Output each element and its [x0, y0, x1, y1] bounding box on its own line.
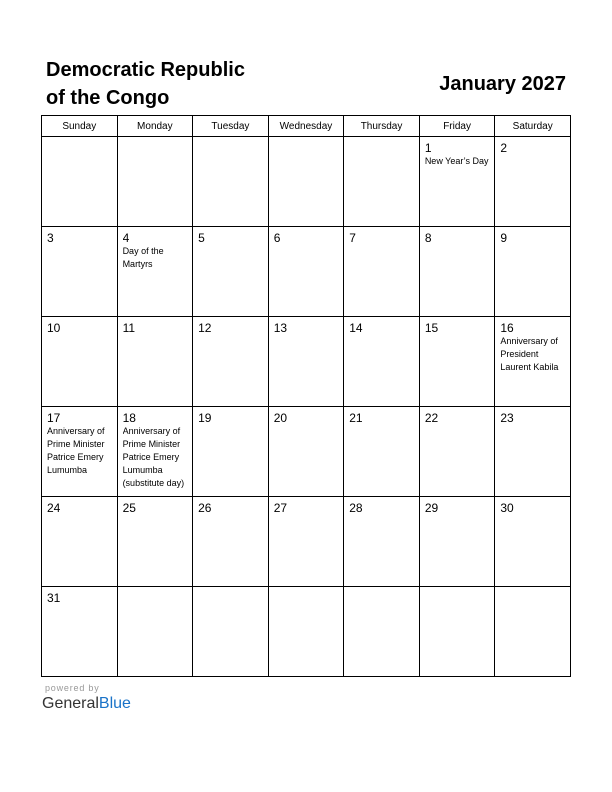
day-cell	[193, 497, 269, 587]
day-cell-content	[425, 141, 492, 226]
day-cell-content	[47, 591, 114, 676]
day-cell-content	[47, 501, 114, 586]
weekday-wednesday: Wednesday	[268, 116, 344, 137]
week-row	[42, 587, 571, 677]
day-cell-content	[198, 411, 265, 496]
day-cell-content	[349, 231, 416, 316]
weekday-thursday: Thursday	[344, 116, 420, 137]
day-cell-content	[47, 321, 114, 406]
day-cell-content	[500, 231, 567, 316]
day-cell-content	[274, 591, 341, 676]
day-cell	[117, 497, 193, 587]
day-number: 26	[198, 501, 212, 515]
day-number: 10	[47, 321, 61, 335]
day-cell-content	[425, 411, 492, 496]
day-cell	[344, 227, 420, 317]
day-cell	[495, 227, 571, 317]
day-cell-content	[123, 411, 190, 496]
day-cell-content	[123, 501, 190, 586]
empty-day-cell	[117, 587, 193, 677]
day-number: 29	[424, 501, 439, 515]
day-number: 11	[122, 321, 136, 335]
day-cell	[268, 407, 344, 497]
day-cell	[268, 227, 344, 317]
day-cell-content	[123, 141, 190, 226]
holiday-label: Anniversary of Prime Minister Patrice Emery Lumumba (substitute day)	[122, 426, 185, 488]
day-number: 2	[500, 141, 508, 155]
day-cell-content	[425, 501, 492, 586]
day-cell-content	[198, 321, 265, 406]
weekday-friday: Friday	[419, 116, 495, 137]
holiday-label: Anniversary of Prime Minister Patrice Emery Lumumba	[47, 426, 105, 475]
day-cell-content	[500, 591, 567, 676]
weekday-tuesday: Tuesday	[193, 116, 269, 137]
week-row	[42, 137, 571, 227]
empty-day-cell	[268, 587, 344, 677]
day-number: 21	[349, 411, 363, 425]
day-number: 1	[424, 141, 432, 155]
generalblue-logo[interactable]	[42, 694, 131, 714]
day-cell-content	[349, 411, 416, 496]
day-cell-content	[274, 501, 341, 586]
day-cell-content	[274, 321, 341, 406]
empty-day-cell	[193, 137, 269, 227]
day-number: 14	[349, 321, 363, 335]
day-cell	[42, 587, 118, 677]
empty-day-cell	[419, 587, 495, 677]
day-cell	[193, 317, 269, 407]
day-number: 25	[122, 501, 136, 515]
day-cell-content	[349, 141, 416, 226]
calendar-grid	[41, 115, 571, 677]
holiday-label: Day of the Martyrs	[122, 246, 164, 269]
day-cell-content	[349, 321, 416, 406]
day-cell	[344, 497, 420, 587]
day-cell-content	[274, 141, 341, 226]
day-number: 19	[198, 411, 212, 425]
day-cell-content	[500, 141, 567, 226]
day-cell-content	[198, 501, 265, 586]
day-number: 17	[47, 411, 61, 425]
day-number: 4	[122, 231, 130, 245]
day-cell	[344, 317, 420, 407]
holiday-label: New Year’s Day	[424, 156, 489, 166]
holiday-label: Anniversary of President Laurent Kabila	[500, 336, 559, 372]
day-cell-content	[349, 591, 416, 676]
weekday-saturday: Saturday	[495, 116, 571, 137]
day-cell	[193, 407, 269, 497]
day-cell	[193, 227, 269, 317]
day-cell-content	[123, 321, 190, 406]
day-cell-content	[198, 591, 265, 676]
empty-day-cell	[117, 137, 193, 227]
day-cell	[419, 407, 495, 497]
day-number: 13	[273, 321, 288, 335]
empty-day-cell	[344, 587, 420, 677]
day-number: 6	[273, 231, 281, 245]
weekday-monday: Monday	[117, 116, 193, 137]
day-cell	[268, 317, 344, 407]
day-cell-content	[47, 141, 114, 226]
week-row	[42, 497, 571, 587]
day-cell-content	[500, 321, 567, 406]
day-cell	[495, 497, 571, 587]
day-cell-content	[500, 411, 567, 496]
day-cell	[42, 497, 118, 587]
day-cell-content	[274, 411, 341, 496]
day-cell-content	[425, 591, 492, 676]
empty-day-cell	[344, 137, 420, 227]
day-number: 15	[424, 321, 439, 335]
day-number: 22	[424, 411, 439, 425]
day-cell	[495, 137, 571, 227]
day-cell-content	[198, 231, 265, 316]
country-title-line1: Democratic Republic	[46, 59, 245, 81]
weekday-sunday: Sunday	[42, 116, 118, 137]
day-cell	[495, 407, 571, 497]
week-row	[42, 317, 571, 407]
day-cell-content	[123, 231, 190, 316]
day-cell	[419, 227, 495, 317]
day-cell-content	[349, 501, 416, 586]
empty-day-cell	[495, 587, 571, 677]
day-cell	[495, 317, 571, 407]
day-number: 28	[349, 501, 363, 515]
day-cell	[42, 317, 118, 407]
day-number: 8	[424, 231, 432, 245]
day-cell-content	[47, 231, 114, 316]
day-cell	[344, 407, 420, 497]
day-number: 23	[500, 411, 514, 425]
day-cell-content	[47, 411, 114, 496]
country-title	[46, 56, 306, 112]
day-cell-content	[123, 591, 190, 676]
day-number: 27	[273, 501, 288, 515]
day-number: 18	[122, 411, 136, 425]
day-cell	[419, 497, 495, 587]
day-number: 9	[500, 231, 508, 245]
day-number: 7	[349, 231, 356, 245]
country-title-line2: of the Congo	[46, 87, 170, 109]
day-cell	[268, 497, 344, 587]
day-cell	[117, 317, 193, 407]
month-year-title: January 2027	[439, 73, 566, 95]
day-cell-content	[425, 321, 492, 406]
week-row	[42, 227, 571, 317]
day-cell	[117, 227, 193, 317]
day-number: 5	[198, 231, 205, 245]
brand-general-text: General	[42, 695, 99, 712]
day-cell	[419, 317, 495, 407]
weekday-header-row	[42, 116, 571, 137]
day-cell-content	[274, 231, 341, 316]
day-number: 3	[47, 231, 54, 245]
day-cell	[419, 137, 495, 227]
day-number: 31	[47, 591, 61, 605]
day-cell	[42, 407, 118, 497]
day-number: 12	[198, 321, 212, 335]
day-number: 24	[47, 501, 61, 515]
week-row	[42, 407, 571, 497]
day-cell-content	[425, 231, 492, 316]
empty-day-cell	[42, 137, 118, 227]
empty-day-cell	[193, 587, 269, 677]
day-number: 30	[500, 501, 514, 515]
day-number: 16	[500, 321, 514, 335]
empty-day-cell	[268, 137, 344, 227]
powered-by-text: powered by	[45, 683, 100, 693]
day-number: 20	[273, 411, 288, 425]
day-cell	[117, 407, 193, 497]
day-cell-content	[500, 501, 567, 586]
day-cell-content	[198, 141, 265, 226]
day-cell	[42, 227, 118, 317]
brand-blue-text: Blue	[98, 695, 131, 712]
